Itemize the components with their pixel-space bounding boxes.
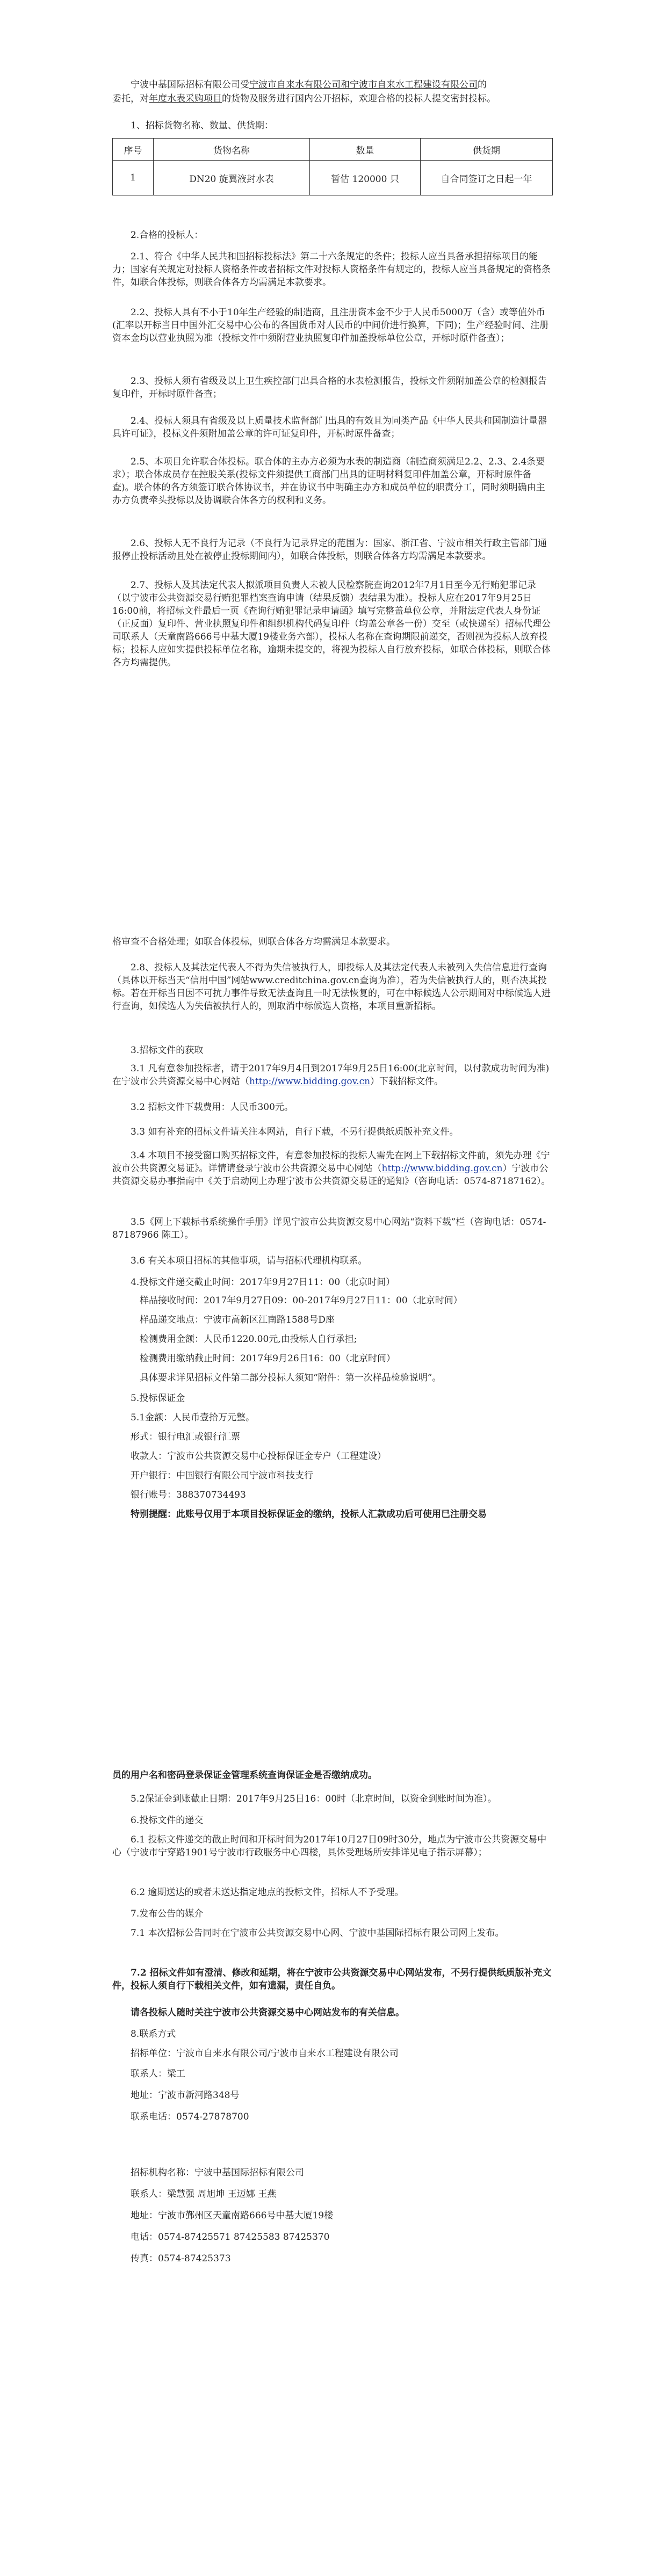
agency-fax: 传真：0574-87425373 [131, 2253, 231, 2264]
section-2-6: 2.6、投标人无不良行为记录（不良行为记录界定的范围为：国家、浙江省、宁波市相关行政主管部门通报停止投标活动且处在被停止投标期间内），如联合体投标，则联合体各方均需满足本款要求。 [112, 538, 547, 562]
section-2-2: 2.2、投标人具有不小于10年生产经验的制造商，且注册资本金不少于人民币5000万（含）或等值外币(汇率以开标当日中国外汇交易中心公布的各国货币对人民币的中间价进行换算，下同)；生产经验时间、注册资本金均以营业执照为准（投标文件中须附营业执照复印件加盖投标单位公章，开标时原件备查）； [112, 307, 549, 344]
section-3-3: 3.3 如有补充的招标文件请关注本网站，自行下载，不另行提供纸质版补充文件。 [131, 1127, 459, 1137]
table-row [113, 161, 553, 195]
section-3-5: 3.5《网上下载标书系统操作手册》详见宁波市公共资源交易中心网站“资料下载”栏（咨询电话：0574-87187966 陈工）。 [112, 1217, 546, 1240]
table-cell: DN20 旋翼液封水表 [154, 161, 310, 195]
project-name: 年度水表采购项目 [149, 93, 222, 104]
section-7-1: 7.1 本次招标公告同时在宁波市公共资源交易中心网、宁波中基国际招标有限公司网上发布。 [131, 1928, 504, 1939]
table-cell: 1 [113, 161, 154, 195]
intro-line-1: 宁波中基国际招标有限公司受宁波市自来水有限公司和宁波市自来水工程建设有限公司的 [131, 79, 487, 90]
agency-contact: 联系人：梁慧强 周旭坤 王迈娜 王燕 [131, 2189, 277, 2200]
section-6-1: 6.1 投标文件递交的截止时间和开标时间为2017年10月27日09时30分，地点为宁波市公共资源交易中心（宁波市宁穿路1901号宁波市行政服务中心四楼，具体受理场所安排详见电子指示屏幕）； [112, 1834, 547, 1858]
table-header-cell: 序号 [113, 139, 154, 161]
section-3-1: 3.1 凡有意参加投标者，请于2017年9月4日到2017年9月25日16:00(北京时间，以付款成功时间为准)在宁波市公共资源交易中心网站（http://www.bidding.gov.cn）下载招标文件。 [112, 1063, 550, 1087]
client-name: 宁波市自来水有限公司和宁波市自来水工程建设有限公司 [249, 79, 478, 90]
section-2-7-end: 格审查不合格处理；如联合体投标，则联合体各方均需满足本款要求。 [112, 937, 395, 947]
deposit-amount: 5.1金额：人民币壹拾万元整。 [131, 1412, 255, 1423]
agency-name: 招标机构名称：宁波中基国际招标有限公司 [131, 2167, 304, 2178]
agency-phone: 电话：0574-87425571 87425583 87425370 [131, 2232, 330, 2243]
deposit-account: 银行账号：388370734493 [131, 1490, 246, 1500]
agency-address: 地址：宁波市鄞州区天童南路666号中基大厦19楼 [131, 2210, 334, 2221]
section-8-title: 8.联系方式 [131, 2029, 176, 2040]
sample-location: 样品递交地点：宁波市高新区江南路1588号D座 [140, 1315, 335, 1325]
tenderer-phone: 联系电话：0574-27878700 [131, 2111, 249, 2122]
section-2-title: 2.合格的投标人： [131, 230, 204, 241]
section-2-5: 2.5、本项目允许联合体投标。联合体的主办方必须为水表的制造商（制造商须满足2.2、2.3、2.4条要求）；联合体成员存在控股关系(投标文件须提供工商部门出具的证明材料复印件加盖公章，开标时原件备查)。联合体的各方须签订联合体协议书，并在协议书中明确主办方和成员单位的职责分工，同时须明确由主办方负责牵头投标以及协调联合体各方的权利和义务。 [112, 456, 545, 506]
tenderer-name: 招标单位：宁波市自来水有限公司/宁波市自来水工程建设有限公司 [131, 2048, 399, 2059]
goods-table [112, 138, 553, 195]
table-header-cell: 数量 [310, 139, 421, 161]
section-3-2: 3.2 招标文件下载费用：人民币300元。 [131, 1102, 293, 1113]
table-cell: 暂估 120000 只 [310, 161, 421, 195]
table-cell: 自合同签订之日起一年 [421, 161, 553, 195]
bidding-site-link[interactable]: http://www.bidding.gov.cn [381, 1163, 503, 1174]
table-header-cell: 供货期 [421, 139, 553, 161]
section-2-3: 2.3、投标人须有省级及以上卫生疾控部门出具合格的水表检测报告，投标文件须附加盖公章的检测报告复印件，开标时原件备查； [112, 376, 547, 400]
table-header-row [113, 139, 553, 161]
section-3-4: 3.4 本项目不接受窗口购买招标文件，有意参加投标的投标人需先在网上下载招标文件前，须先办理《宁波市公共资源交易证》。详情请登录宁波市公共资源交易中心网站（http://www.bidding.gov.cn）宁波市公共资源交易办事指南中《关于启动网上办理宁波市公共资源交易证的通知》（咨询电话：0574-87187162）。 [112, 1150, 551, 1187]
test-fee: 检测费用金额：人民币1220.00元,由投标人自行承担; [140, 1334, 357, 1345]
section-4-deadline: 4.投标文件递交截止时间：2017年9月27日11：00（北京时间） [131, 1277, 395, 1288]
section-7-2: 7.2 招标文件如有澄清、修改和延期，将在宁波市公共资源交易中心网站发布，不另行提供纸质版补充文件，投标人须自行下载相关文件，如有遗漏，责任自负。 [112, 1968, 552, 1991]
deposit-form: 形式：银行电汇或银行汇票 [131, 1432, 240, 1442]
goods-heading: 1、招标货物名称、数量、供货期： [131, 120, 273, 131]
special-reminder-end: 员的用户名和密码登录保证金管理系统查询保证金是否缴纳成功。 [112, 1770, 377, 1781]
section-6-2: 6.2 逾期送达的或者未送达指定地点的投标文件，招标人不予受理。 [131, 1887, 404, 1898]
section-3-6: 3.6 有关本项目招标的其他事项，请与招标代理机构联系。 [131, 1256, 367, 1266]
deposit-bank: 开户银行：中国银行有限公司宁波市科技支行 [131, 1470, 313, 1481]
section-7-3: 请各投标人随时关注宁波市公共资源交易中心网站发布的有关信息。 [131, 2007, 405, 2018]
deposit-payee: 收款人：宁波市公共资源交易中心投标保证金专户（工程建设） [131, 1451, 386, 1462]
bidding-site-link[interactable]: http://www.bidding.gov.cn [249, 1076, 371, 1087]
section-2-4: 2.4、投标人须具有省级及以上质量技术监督部门出具的有效且为同类产品《中华人民共和国制造计量器具许可证》，投标文件须附加盖公章的许可证复印件，开标时原件备查； [112, 416, 547, 439]
table-header-cell: 货物名称 [154, 139, 310, 161]
section-2-1: 2.1、符合《中华人民共和国招标投标法》第二十六条规定的条件；投标人应当具备承担招标项目的能力；国家有关规定对投标人资格条件或者招标文件对投标人资格条件有规定的，投标人应当具备规定的资格条件，如联合体投标，则联合体各方均需满足本款要求。 [112, 251, 551, 288]
sample-note: 具体要求详见招标文件第二部分投标人须知“附件：第一次样品检验说明”。 [140, 1373, 442, 1383]
special-reminder: 特别提醒：此账号仅用于本项目投标保证金的缴纳，投标人汇款成功后可使用已注册交易 [131, 1509, 487, 1520]
section-2-7: 2.7、投标人及其法定代表人拟派项目负责人未被人民检察院查询2012年7月1日至今无行贿犯罪记录（以宁波市公共资源交易行贿犯罪档案查询申请（结果反馈）表结果为准）。投标人应在2017年9月25日16:00前，将招标文件最后一页《查询行贿犯罪记录申请函》填写完整盖单位公章，并附法定代表人身份证（正反面）复印件、营业执照复印件和组织机构代码复印件（均盖公章各一份）交至（或快递至）招标代理公司联系人（天童南路666号中基大厦19楼业务六部），投标人名称在查询期限前递交，否则视为投标人放弃投标；投标人应如实提供投标单位名称，逾期未提交的，将视为投标人自行放弃投标，如联合体投标，则联合体各方均需提供。 [112, 580, 551, 668]
section-2-8: 2.8、投标人及其法定代表人不得为失信被执行人，即投标人及其法定代表人未被列入失信信息进行查询（具体以开标当天“信用中国”网站www.creditchina.gov.cn查询为准），若为失信被执行人的，则否决其投标。若在开标当日因不可抗力事件导致无法查询且一时无法恢复的，可在中标候选人公示期间对中标候选人进行查询，如候选人为失信被执行人的，则取消中标候选人资格，本项目重新招标。 [112, 962, 551, 1012]
deposit-deadline: 5.2保证金到账截止日期：2017年9月25日16：00时（北京时间，以资金到账时间为准）。 [131, 1794, 497, 1804]
section-6-title: 6.投标文件的递交 [131, 1815, 204, 1826]
test-fee-deadline: 检测费用缴纳截止时间：2017年9月26日16：00（北京时间） [140, 1353, 395, 1364]
tenderer-address: 地址：宁波市新河路348号 [131, 2090, 240, 2101]
section-3-title: 3.招标文件的获取 [131, 1045, 204, 1056]
section-7-title: 7.发布公告的媒介 [131, 1909, 204, 1919]
intro-line-2: 委托，对年度水表采购项目的货物及服务进行国内公开招标，欢迎合格的投标人提交密封投标。 [112, 93, 496, 104]
sample-receive-time: 样品接收时间：2017年9月27日09：00-2017年9月27日11：00（北京时间） [140, 1295, 463, 1306]
section-5-title: 5.投标保证金 [131, 1393, 185, 1404]
tenderer-contact: 联系人：梁工 [131, 2069, 185, 2079]
